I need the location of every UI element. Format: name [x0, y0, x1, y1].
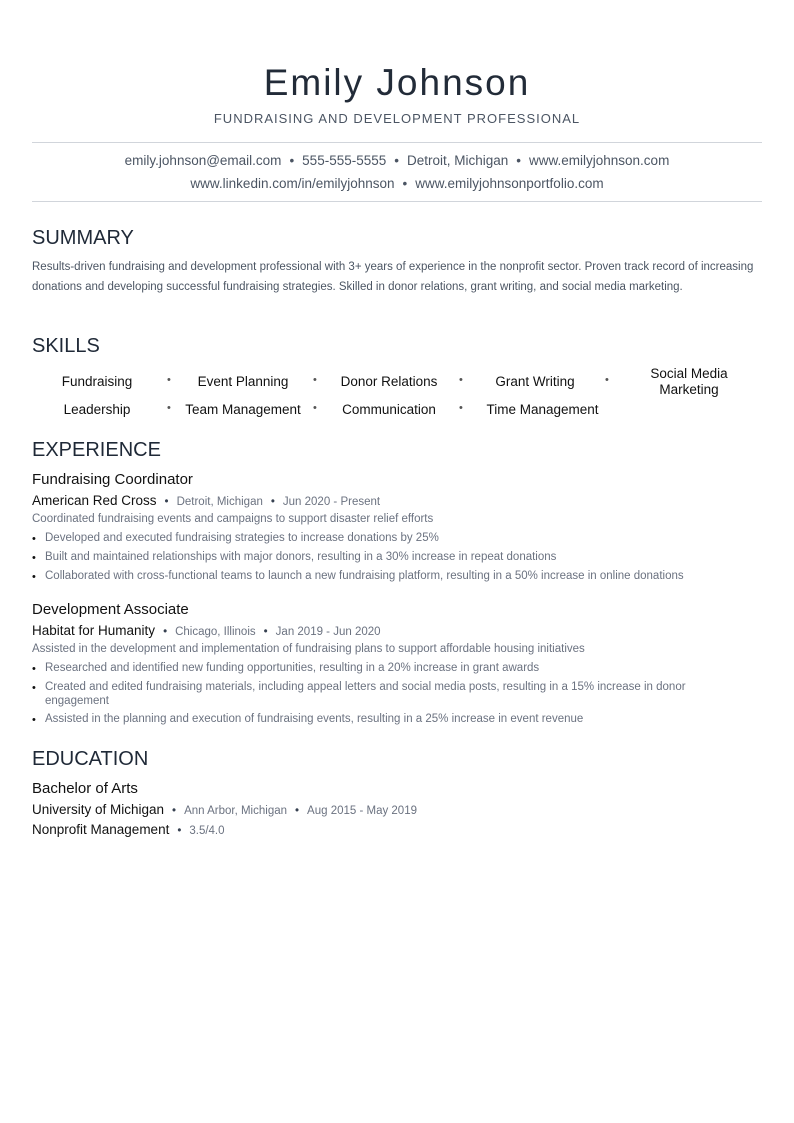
bullet-text: Researched and identified new funding opportunities, resulting in a 20% increase in grant awards: [45, 662, 540, 674]
separator-dot: •: [289, 153, 295, 168]
job-org: American Red Cross: [32, 493, 157, 508]
skill-separator: •: [313, 402, 317, 414]
contact-phone[interactable]: 555-555-5555: [302, 153, 387, 168]
skill-separator: •: [459, 402, 463, 414]
divider-bottom: [32, 201, 762, 202]
skill-item: Time Management: [486, 402, 599, 417]
skill-item: Fundraising: [61, 374, 133, 389]
contact-line-2: [32, 176, 762, 191]
job-bullet: [32, 531, 732, 545]
separator-dot: •: [263, 626, 268, 638]
skill-separator: •: [605, 374, 609, 386]
separator-dot: •: [172, 805, 177, 817]
separator-dot: •: [394, 153, 399, 168]
bullet-text: Collaborated with cross-functional teams to launch a new fundraising platform, resulting in a 50% increase in online donations: [45, 570, 684, 582]
separator-dot: •: [402, 176, 408, 191]
job-dates: Jun 2020 - Present: [282, 496, 381, 508]
bullet-text: Developed and executed fundraising strategies to increase donations by 25%: [45, 532, 439, 544]
bullet-dot: •: [32, 714, 36, 726]
skill-item: Grant Writing: [495, 374, 575, 389]
skill-item: Team Management: [185, 402, 301, 417]
education-major-line: [32, 822, 225, 837]
skill-item: Leadership: [63, 402, 131, 417]
skill-item: Donor Relations: [340, 374, 438, 389]
separator-dot: •: [270, 496, 275, 508]
bullet-text: Built and maintained relationships with major donors, resulting in a 30% increase in repeat donations: [45, 551, 557, 563]
degree: Bachelor of Arts: [32, 780, 138, 797]
education-dates: Aug 2015 - May 2019: [307, 805, 417, 817]
job-meta: [32, 493, 380, 508]
bullet-dot: •: [32, 682, 36, 694]
job-description: Coordinated fundraising events and campaigns to support disaster relief efforts: [32, 513, 434, 525]
separator-dot: •: [163, 626, 168, 638]
skill-separator: •: [167, 374, 171, 386]
divider-top: [32, 142, 762, 143]
contact-line-1: [32, 153, 762, 168]
skill-separator: •: [167, 402, 171, 414]
skill-item: Communication: [342, 402, 436, 417]
skill-item: Social Media Marketing: [650, 366, 728, 397]
separator-dot: •: [295, 805, 300, 817]
gpa: 3.5/4.0: [189, 825, 225, 837]
bullet-text: Assisted in the planning and execution of fundraising events, resulting in a 25% increase in event revenue: [45, 713, 584, 725]
job-org: Habitat for Humanity: [32, 623, 156, 638]
separator-dot: •: [177, 825, 182, 837]
major: Nonprofit Management: [32, 822, 170, 837]
bullet-dot: •: [32, 552, 36, 564]
job-description: Assisted in the development and implementation of fundraising plans to support affordable housing initiatives: [32, 643, 585, 655]
school-location: Ann Arbor, Michigan: [184, 805, 287, 817]
bullet-dot: •: [32, 663, 36, 675]
skill-item: Event Planning: [197, 374, 289, 389]
candidate-name: Emily Johnson: [263, 62, 531, 103]
school-name: University of Michigan: [32, 802, 165, 817]
contact-location: Detroit, Michigan: [406, 153, 509, 168]
job-bullet: [32, 680, 732, 708]
job-dates: Jan 2019 - Jun 2020: [275, 626, 381, 638]
candidate-title: FUNDRAISING AND DEVELOPMENT PROFESSIONAL: [213, 111, 581, 126]
contact-linkedin[interactable]: www.linkedin.com/in/emilyjohnson: [190, 176, 395, 191]
education-meta: [32, 802, 417, 817]
job-bullet: [32, 569, 732, 583]
job-bullet: [32, 661, 732, 675]
job-title: Fundraising Coordinator: [32, 471, 193, 488]
contact-website[interactable]: www.emilyjohnson.com: [529, 153, 670, 168]
contact-portfolio[interactable]: www.emilyjohnsonportfolio.com: [415, 176, 604, 191]
job-meta: [32, 623, 381, 638]
separator-dot: •: [516, 153, 522, 168]
bullet-text: Created and edited fundraising materials, including appeal letters and social media posts, resulting in a 15% increase in donor engagement: [45, 681, 686, 707]
skill-separator: •: [313, 374, 317, 386]
education-heading: EDUCATION: [32, 748, 149, 770]
job-bullet: [32, 550, 732, 564]
bullet-dot: •: [32, 571, 36, 583]
job-location: Detroit, Michigan: [176, 496, 263, 508]
job-title: Development Associate: [32, 601, 189, 618]
summary-text: Results-driven fundraising and development professional with 3+ years of experience in the nonprofit sector. Proven track record of increasing donations and developing successful fundraising strategies. Skilled in donor relations, grant writing, and social media marketing.: [32, 261, 754, 293]
contact-email[interactable]: emily.johnson@email.com: [124, 153, 282, 168]
skills-heading: SKILLS: [32, 335, 100, 357]
job-bullet: [32, 712, 732, 726]
experience-heading: EXPERIENCE: [32, 439, 161, 461]
bullet-dot: •: [32, 533, 36, 545]
separator-dot: •: [164, 496, 169, 508]
summary-heading: SUMMARY: [32, 227, 134, 249]
job-location: Chicago, Illinois: [175, 626, 256, 638]
skill-separator: •: [459, 374, 463, 386]
